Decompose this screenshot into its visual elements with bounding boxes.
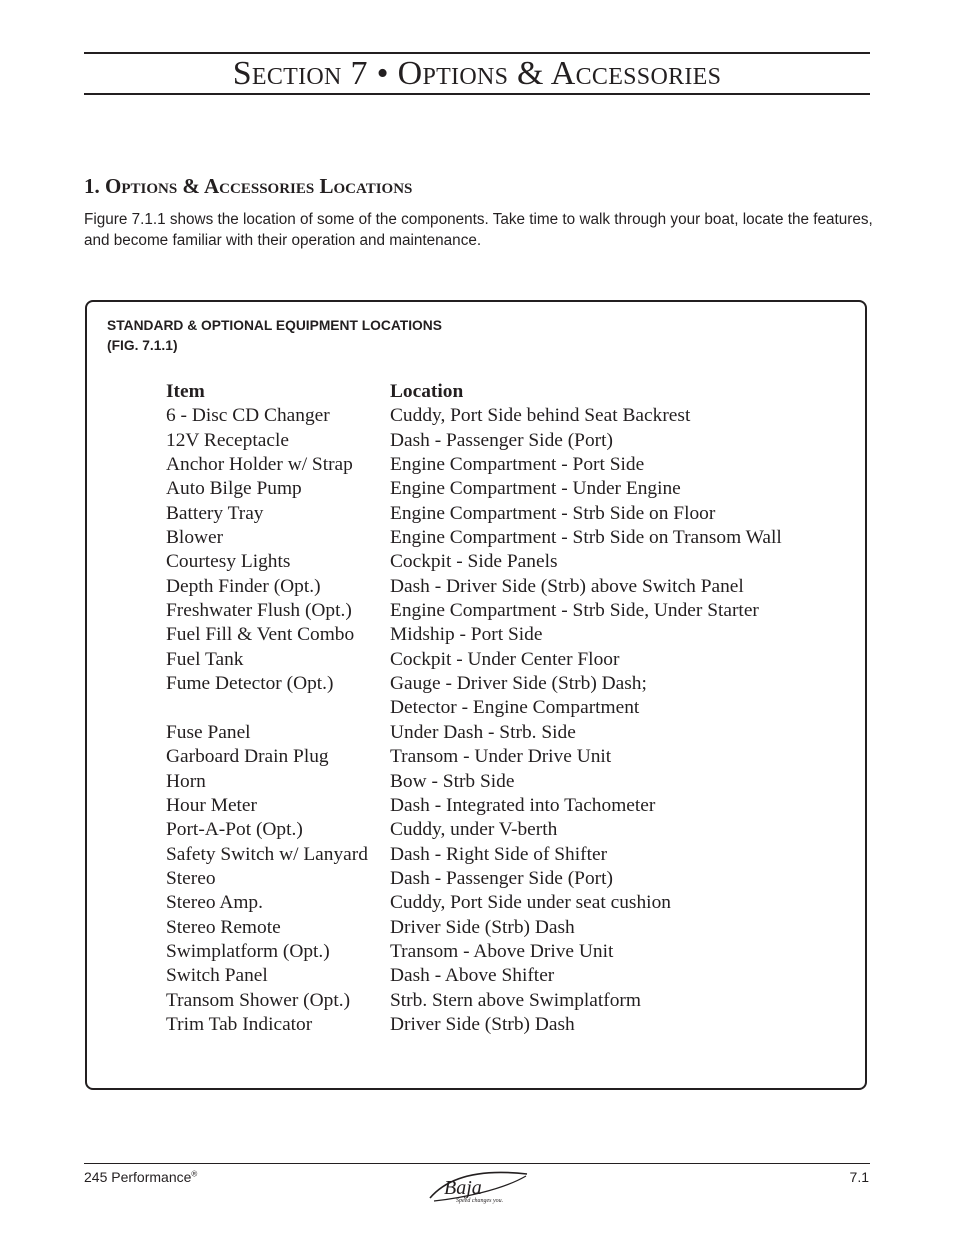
item-cell: Swimplatform (Opt.) (166, 940, 330, 962)
item-cell: Trim Tab Indicator (166, 1013, 313, 1035)
item-cell: Fume Detector (Opt.) (166, 673, 334, 695)
item-cell: 12V Receptacle (166, 429, 289, 451)
table-row (166, 891, 830, 915)
footer-rule (84, 1163, 870, 1164)
table-row (166, 672, 830, 696)
table-row (166, 1013, 830, 1037)
item-cell: Courtesy Lights (166, 551, 291, 573)
subsection-heading: 1. Options & Accessories Locations (84, 174, 413, 198)
table-row (166, 843, 830, 867)
location-cell: Cuddy, Port Side behind Seat Backrest (390, 405, 691, 427)
item-cell: Switch Panel (166, 965, 268, 987)
location-cell: Dash - Above Shifter (390, 965, 555, 987)
item-cell: Fuse Panel (166, 721, 251, 743)
item-cell: Hour Meter (166, 794, 257, 816)
table-row (166, 745, 830, 769)
table-row (166, 648, 830, 672)
item-cell: Freshwater Flush (Opt.) (166, 600, 352, 622)
item-cell: Safety Switch w/ Lanyard (166, 843, 368, 865)
registered-mark: ® (191, 1169, 198, 1179)
location-cell: Cuddy, under V-berth (390, 819, 558, 841)
location-cell: Cuddy, Port Side under seat cushion (390, 892, 671, 914)
table-row (166, 429, 830, 453)
location-cell: Dash - Right Side of Shifter (390, 843, 608, 865)
baja-logo-icon (422, 1168, 532, 1208)
item-cell: Anchor Holder w/ Strap (166, 454, 353, 476)
item-cell: Auto Bilge Pump (166, 478, 302, 500)
table-row (166, 623, 830, 647)
location-cell: Cockpit - Under Center Floor (390, 648, 620, 670)
location-cell: Engine Compartment - Strb Side on Floor (390, 502, 716, 524)
footer-model (84, 1169, 197, 1185)
figure-title (107, 316, 442, 356)
location-cell: Strb. Stern above Swimplatform (390, 989, 641, 1011)
table-row (166, 696, 830, 720)
equipment-table (166, 380, 830, 1037)
item-cell: Stereo (166, 867, 216, 889)
location-cell: Cockpit - Side Panels (390, 551, 558, 573)
logo-tagline: Speed changes you. (456, 1198, 504, 1204)
location-cell: Gauge - Driver Side (Strb) Dash; (390, 673, 647, 695)
location-cell: Transom - Under Drive Unit (390, 746, 612, 768)
item-cell: Fuel Fill & Vent Combo (166, 624, 355, 646)
table-row (166, 477, 830, 501)
location-cell: Midship - Port Side (390, 624, 543, 646)
location-cell: Engine Compartment - Port Side (390, 454, 645, 476)
location-cell: Engine Compartment - Under Engine (390, 478, 681, 500)
section-title: Section 7 • Options & Accessories (232, 55, 722, 92)
table-header-row (166, 380, 830, 404)
table-row (166, 404, 830, 428)
page-number: 7.1 (849, 1169, 869, 1185)
item-cell: Transom Shower (Opt.) (166, 989, 351, 1011)
table-row (166, 502, 830, 526)
figure-title-line1: STANDARD & OPTIONAL EQUIPMENT LOCATIONS (107, 318, 442, 333)
location-cell: Driver Side (Strb) Dash (390, 916, 575, 938)
item-cell (166, 696, 390, 720)
item-cell: Stereo Remote (166, 916, 281, 938)
logo-wordmark: Baja (444, 1177, 482, 1199)
location-cell: Engine Compartment - Strb Side on Transom Wall (390, 527, 782, 549)
item-cell: Fuel Tank (166, 648, 244, 670)
location-cell: Dash - Integrated into Tachometer (390, 794, 656, 816)
item-cell: Garboard Drain Plug (166, 746, 329, 768)
item-cell: Stereo Amp. (166, 892, 263, 914)
location-cell: Engine Compartment - Strb Side, Under Starter (390, 600, 759, 622)
item-cell: Port-A-Pot (Opt.) (166, 819, 303, 841)
column-header-item: Item (166, 381, 205, 402)
location-cell: Dash - Passenger Side (Port) (390, 867, 613, 889)
item-cell: 6 - Disc CD Changer (166, 405, 330, 427)
intro-paragraph: Figure 7.1.1 shows the location of some of the components. Take time to walk through your boat, locate the features, and become familiar with their operation and maintenance. (84, 211, 873, 249)
table-row (166, 916, 830, 940)
table-row (166, 526, 830, 550)
table-row (166, 770, 830, 794)
table-row (166, 964, 830, 988)
item-cell: Horn (166, 770, 206, 792)
table-row (166, 599, 830, 623)
location-cell: Under Dash - Strb. Side (390, 721, 576, 743)
table-row (166, 867, 830, 891)
location-cell: Detector - Engine Compartment (390, 697, 640, 719)
table-row (166, 794, 830, 818)
footer-model-text: 245 Performance (84, 1169, 192, 1185)
table-row (166, 989, 830, 1013)
figure-title-line2: (FIG. 7.1.1) (107, 338, 178, 353)
table-row (166, 550, 830, 574)
column-header-location: Location (390, 381, 464, 402)
location-cell: Driver Side (Strb) Dash (390, 1013, 575, 1035)
item-cell: Battery Tray (166, 502, 264, 524)
table-row (166, 940, 830, 964)
item-cell: Depth Finder (Opt.) (166, 575, 321, 597)
location-cell: Transom - Above Drive Unit (390, 940, 614, 962)
header-rule-bottom (84, 93, 870, 95)
item-cell: Blower (166, 527, 224, 549)
table-row (166, 453, 830, 477)
table-row (166, 575, 830, 599)
table-row (166, 721, 830, 745)
location-cell: Dash - Passenger Side (Port) (390, 429, 613, 451)
location-cell: Dash - Driver Side (Strb) above Switch Panel (390, 575, 744, 597)
table-row (166, 818, 830, 842)
location-cell: Bow - Strb Side (390, 770, 515, 792)
